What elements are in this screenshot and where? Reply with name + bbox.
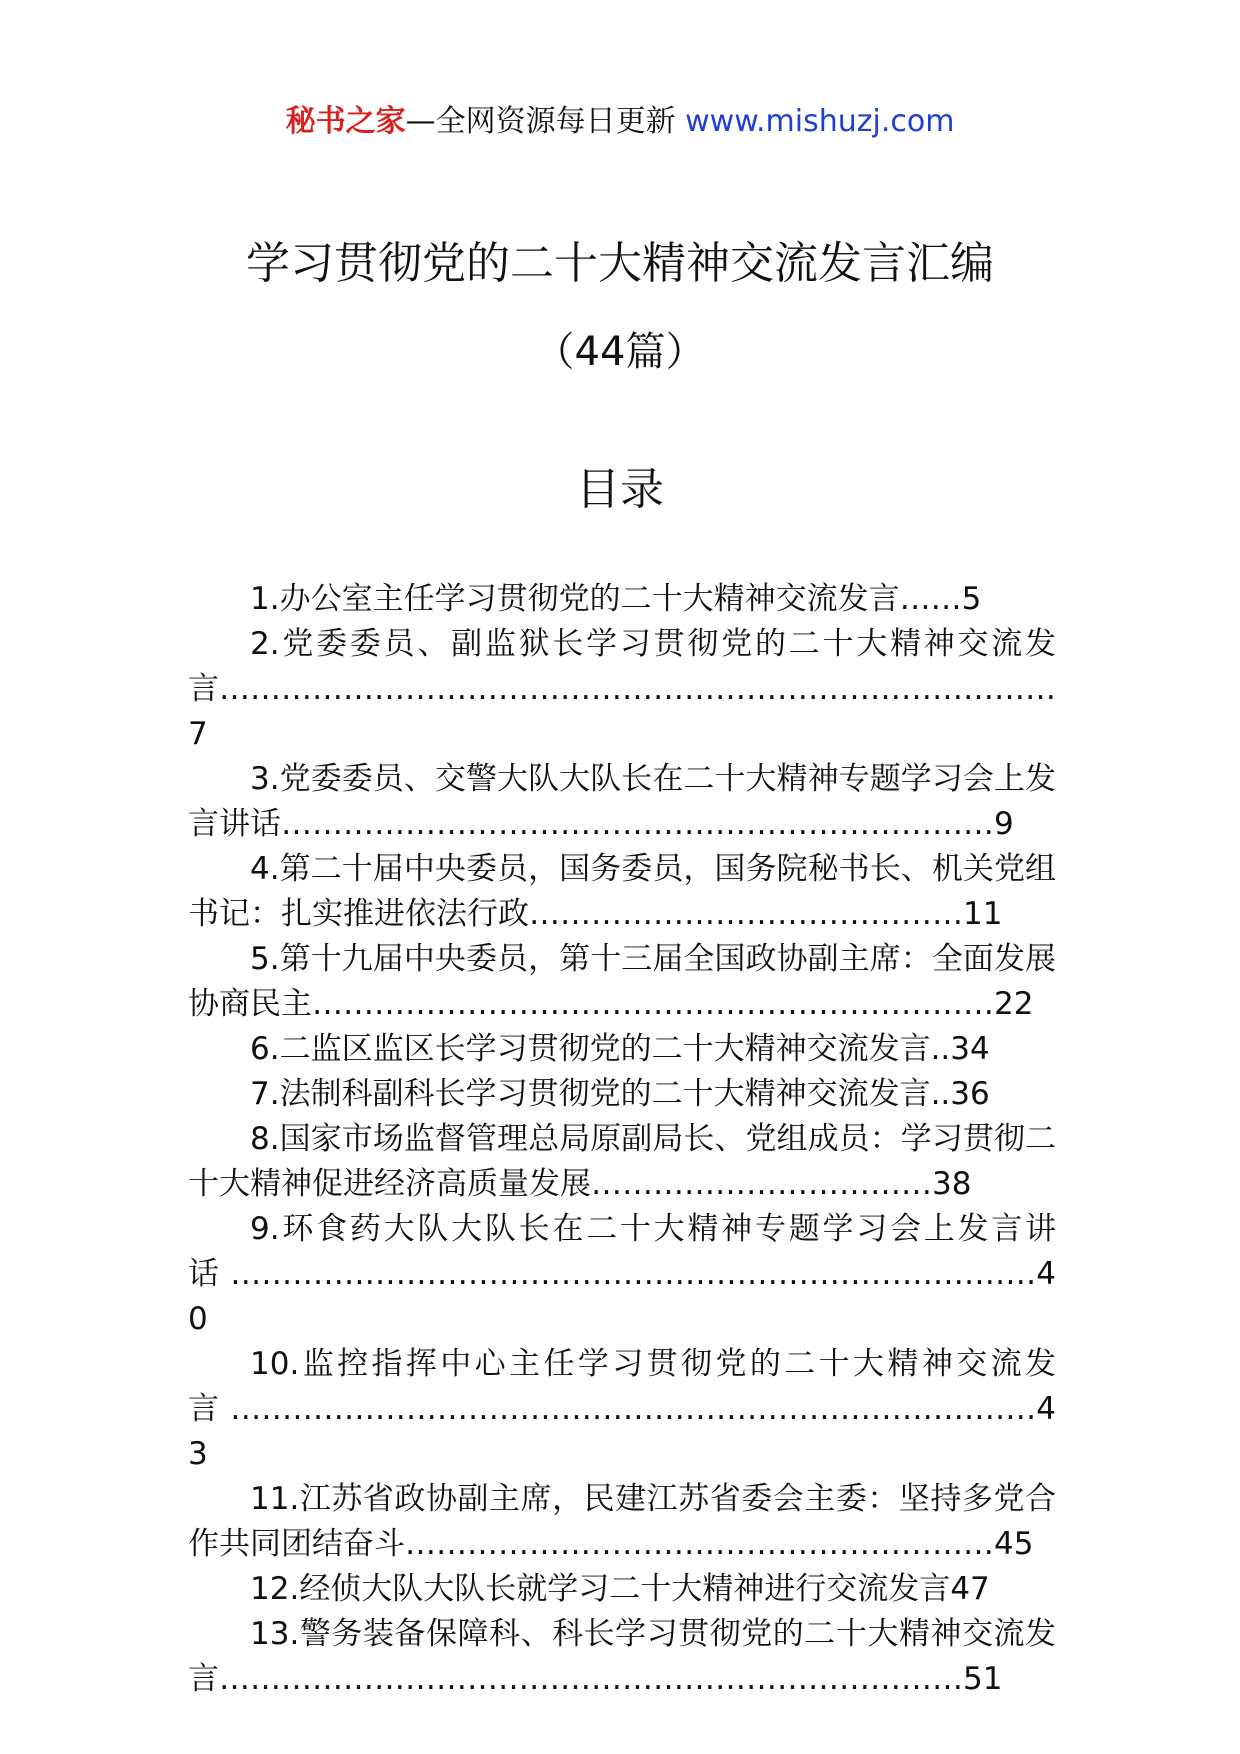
toc-entry-page: 5 bbox=[961, 581, 982, 617]
toc-entry-page: 36 bbox=[950, 1076, 990, 1112]
toc-entry-number: 3. bbox=[250, 761, 280, 797]
toc-entry-title: 环食药大队大队长在二十大精神专题学习会上发言讲话 bbox=[188, 1211, 1056, 1292]
toc-entry-number: 12. bbox=[250, 1571, 300, 1607]
toc-entry-leader: …………………………………………………………………… bbox=[230, 1256, 1037, 1292]
toc-entry-title: 党委委员、交警大队大队长在二十大精神专题学习会上发言讲话 bbox=[188, 761, 1056, 842]
toc-entry-page: 7 bbox=[188, 716, 208, 752]
toc-entry-title: 二监区监区长学习贯彻党的二十大精神交流发言 bbox=[279, 1031, 931, 1067]
toc-entry-number: 7. bbox=[250, 1076, 280, 1112]
toc-entry[interactable] bbox=[188, 1477, 1056, 1567]
toc-entry-leader: …… bbox=[899, 581, 962, 617]
toc-entry-number: 4. bbox=[250, 851, 280, 887]
toc-entry-title: 监控指挥中心主任学习贯彻党的二十大精神交流发言 bbox=[188, 1346, 1056, 1427]
toc-entry-title: 法制科副科长学习贯彻党的二十大精神交流发言 bbox=[279, 1076, 931, 1112]
toc-entry-leader: …………………………………………………………… bbox=[281, 806, 994, 842]
toc-entry-leader: ……………………………………………………………………… bbox=[219, 671, 1056, 707]
toc-entry-page: 34 bbox=[950, 1031, 990, 1067]
toc-entry-number: 13. bbox=[250, 1616, 300, 1652]
toc-entry[interactable] bbox=[188, 1072, 1056, 1117]
toc-entry[interactable] bbox=[188, 622, 1056, 757]
brand-tagline: —全网资源每日更新 bbox=[405, 104, 676, 139]
toc-entry-title: 第十九届中央委员，第十三届全国政协副主席：全面发展协商民主 bbox=[188, 941, 1056, 1022]
toc-entry-leader: .. bbox=[930, 1031, 951, 1067]
toc-entry-number: 2. bbox=[250, 626, 280, 662]
toc-entry-leader: ………………………………………………………… bbox=[312, 986, 994, 1022]
brand-name: 秘书之家 bbox=[285, 104, 406, 139]
toc-entry-number: 11. bbox=[250, 1481, 300, 1517]
site-header bbox=[0, 100, 1240, 144]
toc-entry-number: 6. bbox=[250, 1031, 280, 1067]
toc-entry-leader: .. bbox=[930, 1076, 951, 1112]
toc-entry-page: 22 bbox=[994, 986, 1034, 1022]
toc-entry[interactable] bbox=[188, 1117, 1056, 1207]
document-title: 学习贯彻党的二十大精神交流发言汇编 bbox=[246, 238, 994, 289]
toc-entry[interactable] bbox=[188, 757, 1056, 847]
toc-entry-leader: ……………………………………………………………… bbox=[219, 1661, 963, 1697]
toc-entry-title: 经侦大队大队长就学习二十大精神进行交流发言 bbox=[299, 1571, 951, 1607]
toc-entry[interactable] bbox=[188, 847, 1056, 937]
toc-entry-number: 9. bbox=[250, 1211, 280, 1247]
toc-entry-page: 45 bbox=[994, 1526, 1034, 1562]
toc-entry-title: 党委委员、副监狱长学习贯彻党的二十大精神交流发言 bbox=[188, 626, 1056, 707]
toc-entry-page: 51 bbox=[963, 1661, 1003, 1697]
table-of-contents bbox=[188, 577, 1056, 1702]
toc-entry-title: 江苏省政协副主席，民建江苏省委会主委：坚持多党合作共同团结奋斗 bbox=[188, 1481, 1056, 1562]
toc-entry-title: 第二十届中央委员，国务委员，国务院秘书长、机关党组书记：扎实推进依法行政 bbox=[188, 851, 1056, 932]
toc-entry-page: 38 bbox=[932, 1166, 972, 1202]
toc-entry[interactable] bbox=[188, 1342, 1056, 1477]
toc-entry-number: 1. bbox=[250, 581, 280, 617]
toc-entry-leader: …………………………………………………………………… bbox=[230, 1391, 1037, 1427]
toc-entry[interactable] bbox=[188, 937, 1056, 1027]
toc-entry[interactable] bbox=[188, 1207, 1056, 1342]
toc-entry-leader: ………………………………………………… bbox=[405, 1526, 994, 1562]
toc-entry-number: 8. bbox=[250, 1121, 280, 1157]
toc-entry-leader: …………………………………… bbox=[529, 896, 963, 932]
toc-entry-page: 9 bbox=[994, 806, 1014, 842]
toc-entry-page: 47 bbox=[950, 1571, 990, 1607]
toc-entry[interactable] bbox=[188, 1567, 1056, 1612]
toc-entry-page: 11 bbox=[963, 896, 1003, 932]
toc-entry-number: 10. bbox=[250, 1346, 300, 1382]
toc-entry-title: 办公室主任学习贯彻党的二十大精神交流发言 bbox=[279, 581, 900, 617]
document-subtitle: （44篇） bbox=[534, 329, 706, 375]
site-url-link[interactable]: www.mishuzj.com bbox=[685, 104, 955, 139]
toc-entry-title: 国家市场监督管理总局原副局长、党组成员：学习贯彻二十大精神促进经济高质量发展 bbox=[188, 1121, 1056, 1202]
toc-entry-number: 5. bbox=[250, 941, 280, 977]
toc-entry[interactable] bbox=[188, 1612, 1056, 1702]
toc-entry-page: 43 bbox=[188, 1391, 1056, 1472]
toc-entry-leader: …………………………… bbox=[591, 1166, 932, 1202]
toc-heading: 目录 bbox=[576, 464, 664, 515]
toc-entry[interactable] bbox=[188, 577, 1056, 622]
toc-entry-title: 警务装备保障科、科长学习贯彻党的二十大精神交流发言 bbox=[188, 1616, 1056, 1697]
toc-entry[interactable] bbox=[188, 1027, 1056, 1072]
toc-entry-page: 40 bbox=[188, 1256, 1056, 1337]
